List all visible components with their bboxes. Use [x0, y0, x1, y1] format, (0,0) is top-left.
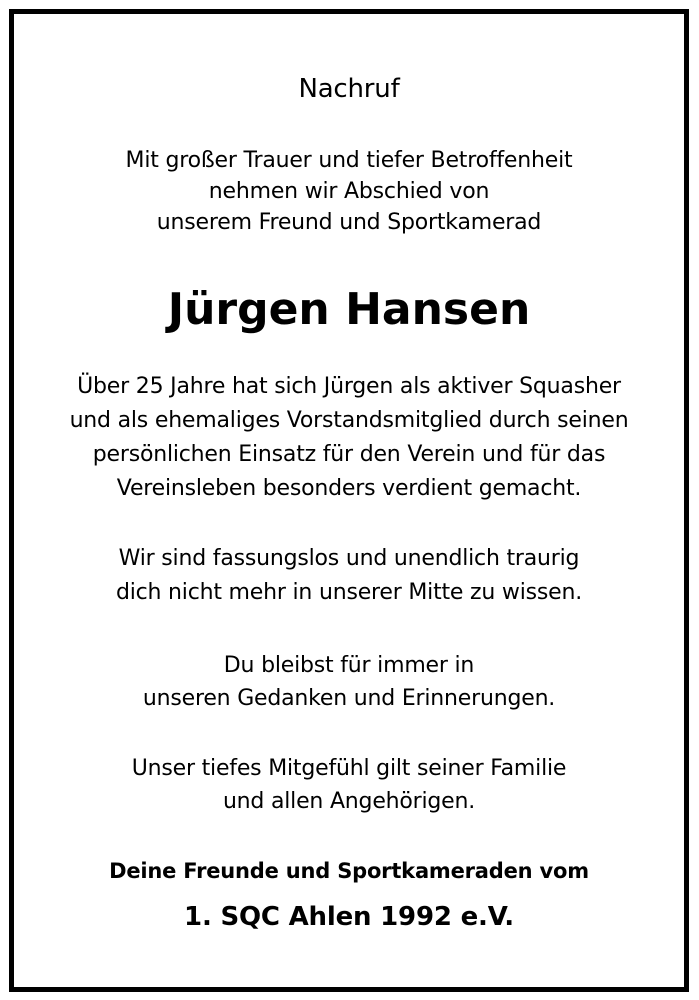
- paragraph2-line-2: dich nicht mehr in unserer Mitte zu wissen.: [115, 580, 583, 605]
- paragraph1-line-4: Vereinsleben besonders verdient gemacht.: [116, 476, 582, 501]
- heading: Nachruf: [298, 74, 400, 104]
- obituary-border-frame: [9, 9, 689, 992]
- paragraph4-line-1: Unser tiefes Mitgefühl gilt seiner Familie: [131, 756, 567, 781]
- paragraph4-line-2: und allen Angehörigen.: [222, 789, 476, 814]
- paragraph3-line-2: unseren Gedanken und Erinnerungen.: [142, 686, 556, 711]
- paragraph3-line-1: Du bleibst für immer in: [223, 653, 475, 678]
- paragraph1-line-2: und als ehemaliges Vorstandsmitglied durch seinen: [69, 408, 629, 433]
- paragraph2-line-1: Wir sind fassungslos und unendlich traurig: [118, 546, 580, 571]
- intro-line-1: Mit großer Trauer und tiefer Betroffenheit: [125, 148, 573, 173]
- club-name: 1. SQC Ahlen 1992 e.V.: [184, 902, 514, 932]
- signature-line: Deine Freunde und Sportkameraden vom: [109, 859, 589, 883]
- intro-line-2: nehmen wir Abschied von: [208, 179, 490, 204]
- intro-line-3: unserem Freund und Sportkamerad: [156, 210, 542, 235]
- deceased-name: Jürgen Hansen: [167, 284, 531, 335]
- paragraph1-line-3: persönlichen Einsatz für den Verein und für das: [92, 442, 606, 467]
- paragraph1-line-1: Über 25 Jahre hat sich Jürgen als aktiver Squasher: [77, 374, 621, 399]
